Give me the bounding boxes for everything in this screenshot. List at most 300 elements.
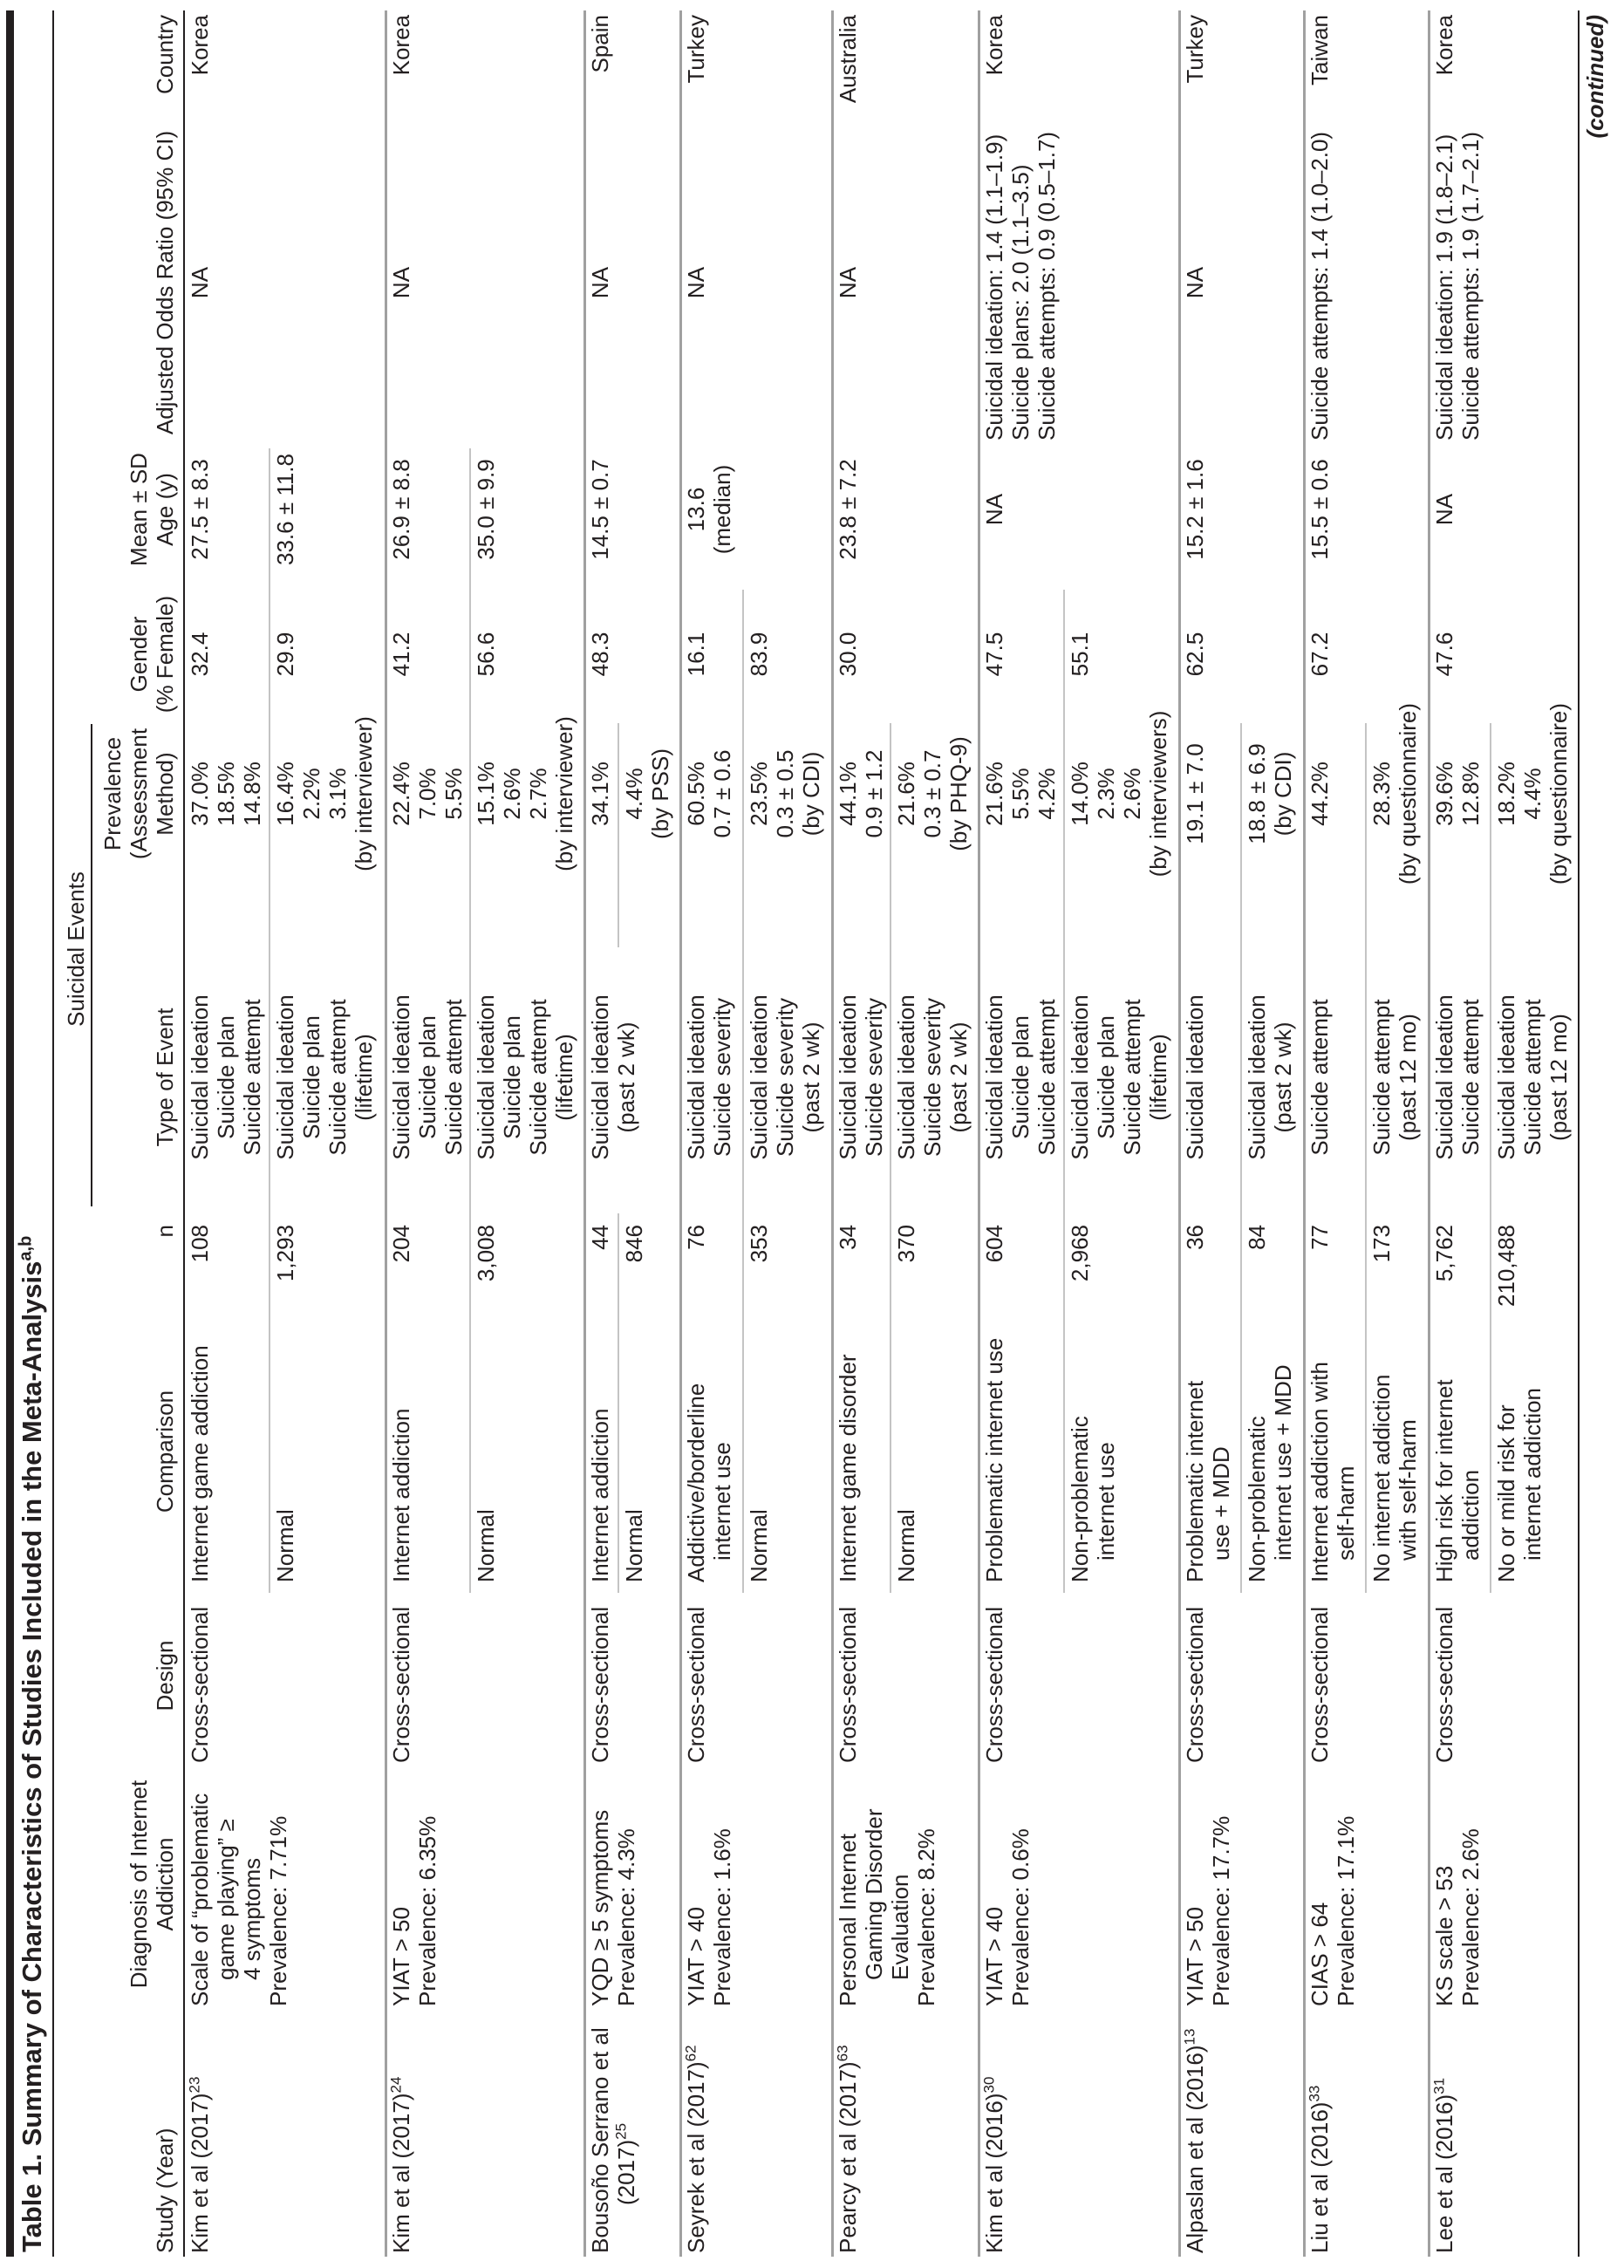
age-cell [587, 443, 613, 576]
header-comparison [152, 1321, 178, 1582]
study-name-text: Seyrek et al (2017) [683, 2061, 709, 2253]
type-cell-line: (lifetime) [1145, 1034, 1171, 1121]
comparison-cell [187, 1321, 213, 1582]
gender-cell [1307, 593, 1333, 715]
type-cell-line: Suicidal ideation [683, 994, 709, 1160]
study-name-text: Kim et al (2017) [187, 2093, 213, 2253]
header-rule [183, 10, 185, 2257]
comparison-cell-line: Non-problematic [1067, 1416, 1093, 1582]
diagnosis-line: game playing” ≥ [213, 1819, 239, 1980]
diagnosis-line: Prevalence: 0.6% [1007, 1828, 1034, 2006]
prevalence-cell-line: 21.6% [893, 762, 919, 826]
design [1307, 1588, 1333, 1763]
comparison-cell-line: Internet addiction with [1307, 1362, 1333, 1582]
header-diagnosis [126, 1762, 178, 2006]
design-line: Cross-sectional [587, 1606, 613, 1763]
diagnosis [1431, 1762, 1484, 2006]
country-line: Korea [1431, 15, 1457, 76]
gender-cell [746, 593, 772, 715]
n-cell [1431, 1225, 1457, 1356]
study-name [835, 2000, 861, 2253]
adjusted-odds-ratio-line: Suicidal ideation: 1.9 (1.8–2.1) [1431, 133, 1457, 441]
design [835, 1588, 861, 1763]
comparison-cell-line: Non-problematic [1244, 1416, 1270, 1582]
prevalence-cell-line: 5.5% [1007, 768, 1034, 820]
header-suicidal-events: Suicidal Events [63, 871, 89, 1027]
country-line: Australia [835, 15, 861, 104]
prevalence-cell-line: 44.2% [1307, 762, 1333, 826]
age-cell [683, 443, 735, 576]
adjusted-odds-ratio-line: Suicidal ideation: 1.4 (1.1–1.9) [981, 133, 1007, 441]
prevalence-cell [1244, 663, 1296, 925]
type-cell-line: (lifetime) [351, 1034, 377, 1121]
country [587, 15, 613, 189]
n-cell [893, 1225, 919, 1356]
n-cell [187, 1225, 213, 1356]
prevalence-cell-line: 39.6% [1431, 762, 1457, 826]
diagnosis-line: Prevalence: 6.35% [414, 1815, 440, 2006]
age-cell-line: 33.6 ± 11.8 [272, 454, 298, 565]
type-cell [388, 946, 467, 1208]
subrow-separator [1365, 723, 1367, 1593]
study-name-text: Kim et al (2016) [981, 2093, 1007, 2253]
prevalence-cell-line: 14.0% [1067, 762, 1093, 826]
prevalence-cell-line: 2.3% [1093, 768, 1119, 820]
gender-cell-line: 67.2 [1307, 632, 1333, 677]
type-cell-line: Suicide plan [499, 1015, 525, 1139]
comparison-cell [621, 1321, 647, 1582]
subrow-separator [269, 448, 270, 1593]
n-cell [1368, 1225, 1395, 1356]
country-line: Korea [388, 15, 414, 76]
adjusted-odds-ratio-line: Suicide attempts: 1.4 (1.0–2.0) [1307, 131, 1333, 441]
n-cell [1244, 1225, 1270, 1356]
design-line: Cross-sectional [683, 1606, 709, 1763]
header-study [152, 2000, 178, 2253]
age-cell [473, 443, 499, 576]
comparison-cell [746, 1321, 772, 1582]
prevalence-cell-line: (by PHQ-9) [945, 736, 972, 851]
type-cell-line: (past 2 wk) [798, 1021, 824, 1133]
gender-cell [835, 593, 861, 715]
n-cell-line: 1,293 [272, 1225, 298, 1282]
gender-cell [587, 593, 613, 715]
comparison-cell [272, 1321, 298, 1582]
gender-cell-line: 32.4 [187, 632, 213, 677]
n-cell-line: 84 [1244, 1225, 1270, 1250]
country [981, 15, 1007, 189]
prevalence-cell-line: 2.7% [525, 768, 551, 820]
header-diagnosis-line: Diagnosis of Internet [126, 1780, 152, 1989]
gender-cell [1431, 593, 1457, 715]
country-line: Turkey [1182, 15, 1208, 84]
study-name-text: Liu et al (2016) [1307, 2101, 1333, 2253]
header-diagnosis-line: Addiction [152, 1837, 178, 1931]
diagnosis [1307, 1762, 1359, 2006]
type-cell-line: Suicide attempt [1368, 999, 1395, 1156]
n-cell [1067, 1225, 1093, 1356]
diagnosis-line: Prevalence: 8.2% [913, 1828, 939, 2006]
design-line: Cross-sectional [1307, 1606, 1333, 1763]
type-cell [1307, 946, 1333, 1208]
type-cell-line: Suicidal ideation [388, 994, 414, 1160]
type-cell [1244, 946, 1296, 1208]
country-line: Korea [981, 15, 1007, 76]
n-cell-line: 5,762 [1431, 1225, 1457, 1282]
suicidal-events-rule [91, 724, 92, 1206]
type-cell [272, 946, 377, 1208]
table-title-text: Table 1. Summary of Characteristics of Studies Included in the Meta-Analysis [17, 1260, 47, 2252]
header-design-line: Design [152, 1640, 178, 1711]
type-cell-line: Suicidal ideation [746, 994, 772, 1160]
design-line: Cross-sectional [1431, 1606, 1457, 1763]
bottom-rule [1578, 10, 1580, 2257]
gender-cell [683, 593, 709, 715]
header-aor-line: Adjusted Odds Ratio (95% CI) [152, 130, 178, 435]
diagnosis [683, 1762, 735, 2006]
gender-cell-line: 48.3 [587, 632, 613, 677]
prevalence-cell-line: 2.6% [1119, 768, 1145, 820]
age-cell [1431, 443, 1457, 576]
comparison-cell-line: No internet addiction [1368, 1374, 1395, 1582]
age-cell-line: 15.2 ± 1.6 [1182, 459, 1208, 560]
prevalence-cell-line: 4.4% [621, 768, 647, 820]
n-cell-line: 204 [388, 1225, 414, 1263]
header-type [152, 946, 178, 1208]
comparison-cell-line: Internet addiction [587, 1408, 613, 1582]
subrow-separator [742, 590, 744, 1593]
design-line: Cross-sectional [388, 1606, 414, 1763]
subrow-separator [1240, 723, 1242, 1593]
type-cell-line: Suicidal ideation [473, 994, 499, 1160]
comparison-cell [473, 1321, 499, 1582]
header-gender-line: Gender [126, 616, 152, 693]
study-name-line [388, 2000, 414, 2253]
comparison-cell [1493, 1321, 1546, 1582]
subrow-separator [618, 723, 619, 947]
country-line: Turkey [683, 15, 709, 84]
study-name-line [835, 2000, 861, 2253]
diagnosis-line: YIAT > 40 [981, 1907, 1007, 2006]
reference-number: 33 [1306, 2085, 1323, 2102]
age-cell-line: NA [981, 493, 1007, 526]
prevalence-cell-line: 21.6% [981, 762, 1007, 826]
age-cell [272, 443, 298, 576]
n-cell-line: 76 [683, 1225, 709, 1250]
study-name [388, 2000, 414, 2253]
comparison-cell-line: internet use [709, 1442, 735, 1561]
diagnosis-line: Scale of “problematic [187, 1793, 213, 2006]
diagnosis-line: CIAS > 64 [1307, 1902, 1333, 2006]
type-cell-line: Suicide severity [861, 997, 887, 1158]
prevalence-cell-line: 4.4% [1519, 768, 1546, 820]
subrow-separator [618, 1213, 619, 1593]
type-cell-line: Suicide plan [1007, 1015, 1034, 1139]
type-cell-line: Suicidal ideation [1431, 994, 1457, 1160]
adjusted-odds-ratio-line: Suicide attempts: 1.9 (1.7–2.1) [1457, 131, 1484, 441]
row-separator [1303, 10, 1306, 2257]
prevalence-cell-line: (by CDI) [1270, 751, 1296, 837]
comparison-cell-line: internet addiction [1519, 1387, 1546, 1561]
header-n-line: n [152, 1225, 178, 1238]
continued-note: (continued) [1582, 15, 1608, 139]
gender-cell [473, 593, 499, 715]
gender-cell-line: 56.6 [473, 632, 499, 677]
study-name [1182, 2000, 1208, 2253]
prevalence-cell-line: 0.3 ± 0.5 [772, 749, 798, 838]
country-line: Spain [587, 15, 613, 73]
type-cell-line: (past 2 wk) [945, 1021, 972, 1133]
gender-cell-line: 41.2 [388, 632, 414, 677]
comparison-cell-line: self-harm [1333, 1465, 1359, 1561]
study-name-text: (2017) [613, 2139, 639, 2205]
gender-cell-line: 47.6 [1431, 632, 1457, 677]
type-cell-line: (past 2 wk) [613, 1021, 639, 1133]
comparison-cell [1067, 1321, 1119, 1582]
gender-cell-line: 47.5 [981, 632, 1007, 677]
comparison-cell-line: use + MDD [1208, 1446, 1234, 1561]
country [187, 15, 213, 189]
header-comparison-line: Comparison [152, 1390, 178, 1513]
prevalence-cell-line: 5.5% [440, 768, 467, 820]
study-name-line [1182, 2000, 1208, 2253]
study-name [587, 2000, 639, 2253]
comparison-cell-line: Normal [473, 1509, 499, 1582]
diagnosis-line: Prevalence: 2.6% [1457, 1828, 1484, 2006]
age-cell [835, 443, 861, 576]
row-separator [679, 10, 682, 2257]
header-age-line: Age (y) [152, 473, 178, 546]
header-prevalence-line: Prevalence [99, 736, 126, 851]
design [187, 1588, 213, 1763]
diagnosis-line: Evaluation [887, 1874, 913, 1980]
comparison-cell-line: Normal [621, 1509, 647, 1582]
type-cell [683, 946, 735, 1208]
gender-cell-line: 30.0 [835, 632, 861, 677]
n-cell-line: 2,968 [1067, 1225, 1093, 1282]
design [388, 1588, 414, 1763]
prevalence-cell-line: 4.2% [1034, 768, 1060, 820]
n-cell-line: 3,008 [473, 1225, 499, 1282]
adjusted-odds-ratio-line: NA [388, 266, 414, 299]
type-cell [187, 946, 265, 1208]
row-separator [1178, 10, 1181, 2257]
n-cell [835, 1225, 861, 1356]
n-cell [272, 1225, 298, 1356]
adjusted-odds-ratio-line: NA [835, 266, 861, 299]
prevalence-cell-line: 7.0% [414, 768, 440, 820]
type-cell-line: Suicide plan [298, 1015, 324, 1139]
study-name-line [187, 2000, 213, 2253]
prevalence-cell-line: (by CDI) [798, 751, 824, 837]
prevalence-cell-line: 28.3% [1368, 762, 1395, 826]
type-cell-line: Suicide attempt [1307, 999, 1333, 1156]
n-cell-line: 604 [981, 1225, 1007, 1263]
prevalence-cell-line: 60.5% [683, 762, 709, 826]
header-gender-line: (% Female) [152, 595, 178, 714]
row-separator [978, 10, 980, 2257]
comparison-cell-line: High risk for internet [1431, 1379, 1457, 1582]
country [1182, 15, 1208, 189]
n-cell-line: 173 [1368, 1225, 1395, 1263]
gender-cell-line: 29.9 [272, 632, 298, 677]
diagnosis-line: YIAT > 50 [1182, 1907, 1208, 2006]
type-cell [1182, 946, 1208, 1208]
comparison-cell [1307, 1321, 1359, 1582]
diagnosis [187, 1762, 291, 2006]
n-cell-line: 44 [587, 1225, 613, 1250]
header-country [152, 15, 178, 189]
age-cell-line: 15.5 ± 0.6 [1307, 459, 1333, 560]
diagnosis-line: YQD ≥ 5 symptoms [587, 1809, 613, 2006]
top-thick-bar [6, 10, 14, 2257]
comparison-cell [981, 1321, 1007, 1582]
n-cell-line: 846 [621, 1225, 647, 1263]
diagnosis [1182, 1762, 1234, 2006]
study-name [683, 2000, 709, 2253]
table-title-footnote-marks: a,b [16, 1235, 36, 1261]
header-type-line: Type of Event [152, 1008, 178, 1147]
type-cell [1067, 946, 1171, 1208]
country [835, 15, 861, 189]
diagnosis-line: KS scale > 53 [1431, 1865, 1457, 2006]
type-cell-line: Suicide attempt [239, 999, 265, 1156]
reference-number: 23 [186, 2076, 203, 2094]
age-cell [981, 443, 1007, 576]
type-cell [893, 946, 972, 1208]
type-cell-line: Suicide attempt [1119, 999, 1145, 1156]
reference-number: 63 [834, 2045, 851, 2062]
diagnosis [835, 1762, 939, 2006]
diagnosis-line: Personal Internet [835, 1833, 861, 2006]
comparison-cell-line: Internet game addiction [187, 1345, 213, 1582]
adjusted-odds-ratio-line: NA [683, 266, 709, 299]
country-line: Taiwan [1307, 15, 1333, 85]
design [587, 1588, 613, 1763]
diagnosis [388, 1762, 440, 2006]
type-cell-line: Suicidal ideation [1244, 994, 1270, 1160]
comparison-cell [683, 1321, 735, 1582]
header-design [152, 1588, 178, 1763]
diagnosis-line: Prevalence: 17.1% [1333, 1815, 1359, 2006]
row-separator [831, 10, 834, 2257]
age-cell-line: (median) [709, 464, 735, 555]
n-cell [621, 1225, 647, 1356]
design-line: Cross-sectional [1182, 1606, 1208, 1763]
country-line: Korea [187, 15, 213, 76]
type-cell-line: Suicidal ideation [187, 994, 213, 1160]
type-cell-line: Suicidal ideation [893, 994, 919, 1160]
n-cell [473, 1225, 499, 1356]
type-cell-line: Suicide severity [919, 997, 945, 1158]
type-cell-line: Suicide severity [772, 997, 798, 1158]
age-cell-line: 14.5 ± 0.7 [587, 459, 613, 560]
study-name [187, 2000, 213, 2253]
row-separator [583, 10, 586, 2257]
diagnosis-line: Prevalence: 1.6% [709, 1828, 735, 2006]
header-age-line: Mean ± SD [126, 453, 152, 566]
prevalence-cell-line: 23.5% [746, 762, 772, 826]
type-cell [1431, 946, 1484, 1208]
age-cell-line: 35.0 ± 9.9 [473, 459, 499, 560]
prevalence-cell-line: 12.8% [1457, 762, 1484, 826]
type-cell-line: Suicide attempt [1457, 999, 1484, 1156]
title-rule [52, 10, 54, 2257]
n-cell [683, 1225, 709, 1356]
prevalence-cell-line: (by interviewers) [1145, 710, 1171, 878]
n-cell [1493, 1225, 1519, 1356]
study-name-line [981, 2000, 1007, 2253]
diagnosis-line: Prevalence: 17.7% [1208, 1815, 1234, 2006]
study-name-line [1431, 2000, 1457, 2253]
prevalence-cell-line: 3.1% [324, 768, 351, 820]
comparison-cell-line: Internet game disorder [835, 1354, 861, 1582]
type-cell [981, 946, 1060, 1208]
diagnosis-line: Prevalence: 4.3% [613, 1828, 639, 2006]
gender-cell-line: 83.9 [746, 632, 772, 677]
comparison-cell [587, 1321, 613, 1582]
type-cell-line: Suicide severity [709, 997, 735, 1158]
age-cell [1182, 443, 1208, 576]
design [1431, 1588, 1457, 1763]
prevalence-cell-line: 44.1% [835, 762, 861, 826]
prevalence-cell-line: 34.1% [587, 762, 613, 826]
gender-cell [272, 593, 298, 715]
comparison-cell-line: internet use [1093, 1442, 1119, 1561]
prevalence-cell-line: 18.8 ± 6.9 [1244, 743, 1270, 844]
diagnosis-line: Prevalence: 7.71% [265, 1815, 291, 2006]
prevalence-cell-line: 18.2% [1493, 762, 1519, 826]
prevalence-cell-line: (by interviewer) [351, 716, 377, 871]
diagnosis-line: Gaming Disorder [861, 1808, 887, 1980]
n-cell-line: 36 [1182, 1225, 1208, 1250]
age-cell [1307, 443, 1333, 576]
prevalence-cell-line: 16.4% [272, 762, 298, 826]
header-prevalence-line: Method) [152, 752, 178, 836]
country [1307, 15, 1333, 189]
design [1182, 1588, 1208, 1763]
reference-number: 25 [612, 2122, 630, 2140]
type-cell-line: Suicide plan [213, 1015, 239, 1139]
prevalence-cell-line: 2.2% [298, 768, 324, 820]
prevalence-cell-line: 37.0% [187, 762, 213, 826]
comparison-cell-line: Normal [746, 1509, 772, 1582]
gender-cell-line: 16.1 [683, 632, 709, 677]
prevalence-cell-line: 0.3 ± 0.7 [919, 749, 945, 838]
n-cell-line: 34 [835, 1225, 861, 1250]
gender-cell [187, 593, 213, 715]
type-cell [746, 946, 824, 1208]
comparison-cell [1431, 1321, 1484, 1582]
subrow-separator [890, 723, 891, 1593]
type-cell [473, 946, 577, 1208]
type-cell-line: Suicide plan [414, 1015, 440, 1139]
comparison-cell [1182, 1321, 1234, 1582]
age-cell [388, 443, 414, 576]
type-cell-line: Suicide attempt [1034, 999, 1060, 1156]
type-cell-line: Suicide attempt [324, 999, 351, 1156]
prevalence-cell-line: 14.8% [239, 762, 265, 826]
comparison-cell-line: addiction [1457, 1469, 1484, 1561]
type-cell-line: (lifetime) [551, 1034, 577, 1121]
prevalence-cell-line: 15.1% [473, 762, 499, 826]
type-cell-line: (past 12 mo) [1546, 1014, 1572, 1141]
design [683, 1588, 709, 1763]
type-cell-line: Suicide attempt [1519, 999, 1546, 1156]
gender-cell [1067, 593, 1093, 715]
gender-cell [981, 593, 1007, 715]
comparison-cell-line: Problematic internet use [981, 1337, 1007, 1582]
